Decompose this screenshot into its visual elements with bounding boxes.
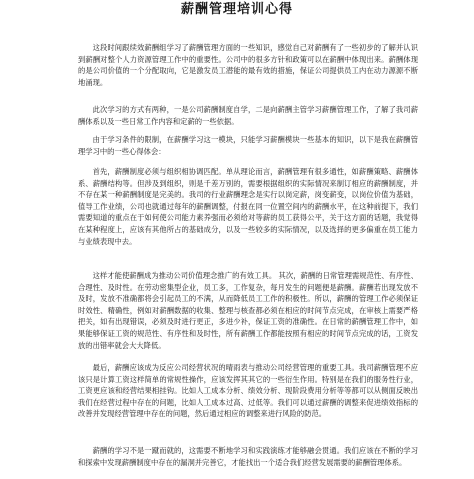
paragraph-study-method: 此次学习的方式有两种，一是公司薪酬制度自学，二是向薪酬主管学习薪酬管理工作，了解了我司薪酬体系以及一些日常工作内容和定薪的一些依据。 <box>78 105 418 126</box>
paragraph-second-point: 这样才能使薪酬成为推动公司价值理念推广的有效工具。 其次，薪酬的日常管理需规范性、有序性、合理性、及时性。在劳动密集型企业，员工多，工作复杂，每月发生的问题便是薪酬。薪酬若出现发放不及时，发放不准确都将会引起员工的不满，从而降低员工工作的积极性。所以，薪酬的管理工作必须保证时效性、精确性，例如对薪酬数据的收集、整理与核查都必须在相应的时间节点完成，在审核上需要严格把关，如有出现错误，必须及时进行更正，多进少补，保证工资的准确性。在日常的薪酬管理工作中，如果能够保证工资的规范性、有序性和及时性，所有薪酬工作都能按照有相应的时间节点完成的话，工资发放的出错率就会大大降低。 <box>78 271 418 350</box>
paragraph-intro: 这段时间跟续效薪酬组学习了薪酬管理方面的一些知识，感觉自己对薪酬有了一些初步的了解并认识到薪酬对整个人力资源管理工作中的重要性。公司中的很多方针和政策可以在薪酬中体现出来。薪酬体现的是公司价值的一个分配取向，它是激发员工潜能的最有效的措施，保证公司提供员工内在动力源源不断地涌现。 <box>78 43 418 87</box>
paragraph-study-limits: 由于学习条件的限制，在薪酬学习这一模块，只能学习薪酬模块一些基本的知识，以下是我在薪酬管理学习中的一些心得体会： <box>78 135 418 156</box>
document-title: 薪酬管理培训心得 <box>180 2 293 17</box>
paragraph-first-point: 首先，薪酬制度必须与组织相协调匹配。单从理论而言，薪酬管理有很多通性，如薪酬策略、薪酬体系、薪酬结构等。但涉及到组织，则是千差万别的，需要根据组织的实际情况来制订相应的薪酬制度，并不存在某一种薪酬制度是完美的。我司的行业薪酬理念是实行以岗定薪，岗变薪变，以岗位价值为基础，值导工作业绩，公司也就通过每年的薪酬调整，付报在同一位置空间内的薪酬水平，在这种前提下，我们需要知道的重点在于如何使公司能力素养强而必须给对等薪的员工获得公平，关于这方面的话题，我觉得在某种程度上，应该有其他所占的基础成分，以及一些较多的实际情况，以及选择的更多偏重在员工能力与业绩表现中去。 <box>78 167 418 246</box>
paragraph-conclusion: 薪酬的学习不是一蹴而就的，这需要不断地学习和实践演练才能够融会贯通。我们应该在不断的学习和探索中发现薪酬制度中存在的漏洞并完善它，才能找出一个适合我们经营发展需要的薪酬管理体系。 <box>78 446 418 467</box>
paragraph-third-point: 最后，薪酬应该成为反应公司经营状况的晴雨表与推动公司经营管理的重要工具。我司薪酬管理不应该只是计算工资这样简单的常规性操作，应该发挥其其它的一些衍生作用。特别是在我们的服务性行业，工资更应该和经营结果相挂钩。比如人工成本分析、绩效分析、现阶段费用分析等等都可以从侧面反映出我们在经营过程中存在的问题，比如人工成本过高、过低等。我们可以通过薪酬的调整来促进绩效指标的改善并发现经营管理中存在的问题，然后通过相应的调整来进行风险的防范。 <box>78 363 418 419</box>
